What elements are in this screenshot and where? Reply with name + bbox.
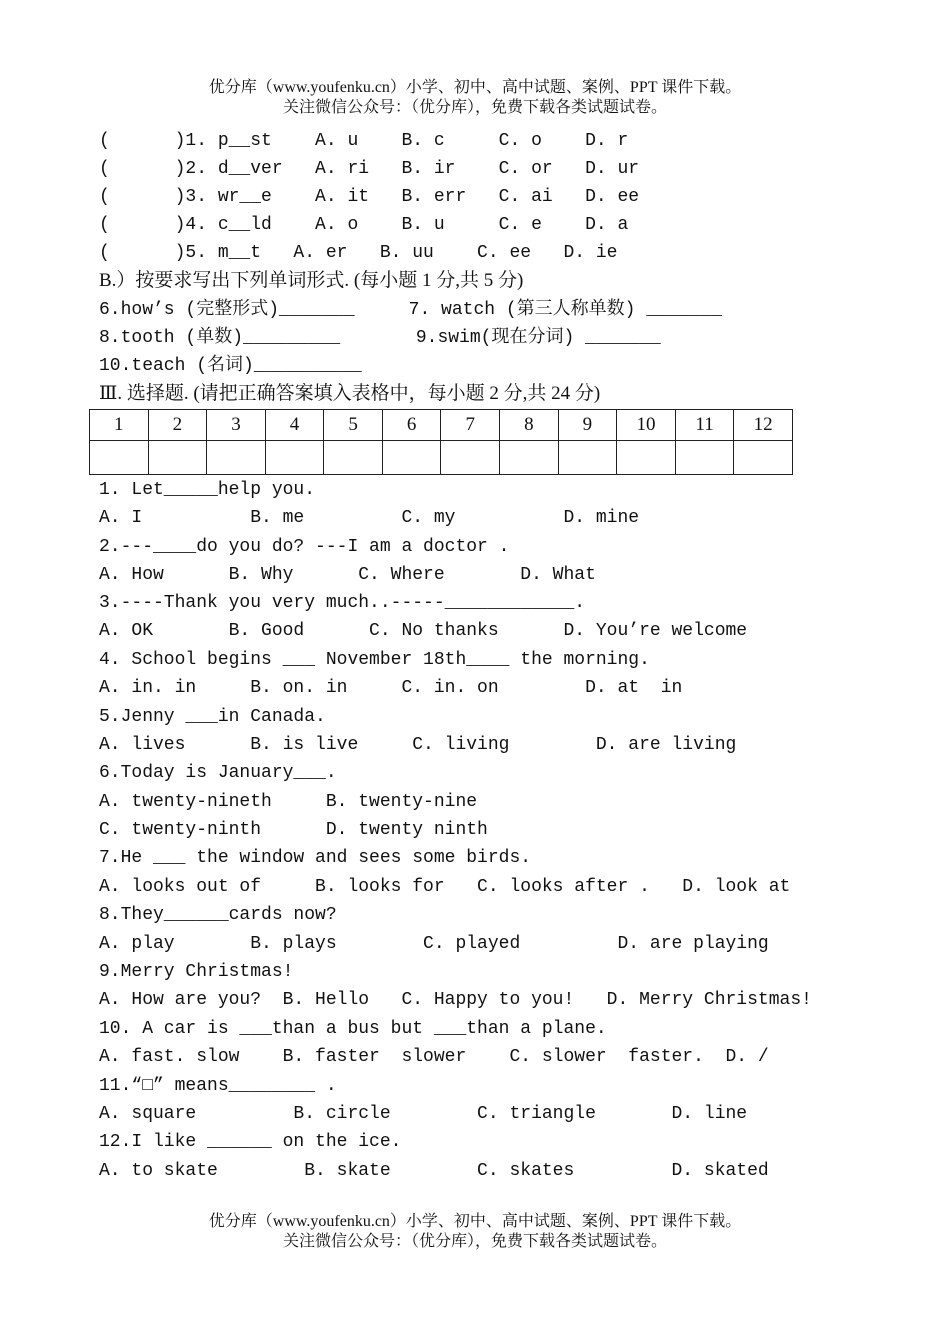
question-8-stem: 8.They______cards now? (99, 905, 337, 925)
question-7-options: A. looks out of B. looks for C. looks after . D. look at (99, 877, 791, 897)
question-1-stem: 1. Let_____help you. (99, 480, 316, 500)
question-6-stem: 6.Today is January___. (99, 763, 337, 783)
question-11-stem: 11.“□” means________ . (99, 1076, 337, 1096)
answer-number-cell: 6 (382, 410, 441, 441)
header-line-2: 关注微信公众号：（优分库），免费下载各类试题试卷。 (282, 99, 667, 116)
answer-blank-cell[interactable] (441, 441, 500, 475)
question-3-options: A. OK B. Good C. No thanks D. You’re welcome (99, 621, 748, 641)
answer-blank-cell[interactable] (324, 441, 383, 475)
header-line-1: 优分库（www.youfenku.cn）小学、初中、高中试题、案例、PPT 课件下载。 (208, 79, 742, 96)
answer-blank-cell[interactable] (617, 441, 676, 475)
answer-number-cell: 9 (558, 410, 617, 441)
answer-blank-cell[interactable] (148, 441, 207, 475)
answer-blank-cell[interactable] (265, 441, 324, 475)
answer-blank-cell[interactable] (675, 441, 734, 475)
answer-blank-cell[interactable] (558, 441, 617, 475)
answer-number-cell: 10 (617, 410, 676, 441)
question-4-options: A. in. in B. on. in C. in. on D. at in (99, 678, 683, 698)
question-2-stem: 2.---____do you do? ---I am a doctor . (99, 537, 510, 557)
question-4-stem: 4. School begins ___ November 18th____ the morning. (99, 650, 650, 670)
answer-number-cell: 1 (90, 410, 149, 441)
question-10-options: A. fast. slow B. faster slower C. slower faster. D. / (99, 1047, 769, 1067)
part-b-line-2: 8.tooth (单数)_________ 9.swim(现在分词) _______ (99, 328, 661, 348)
question-9-stem: 9.Merry Christmas! (99, 962, 294, 982)
answer-number-cell: 4 (265, 410, 324, 441)
question-11-options: A. square B. circle C. triangle D. line (99, 1104, 748, 1124)
part-a-question-2: ( )2. d__ver A. ri B. ir C. or D. ur (99, 159, 640, 179)
footer-line-1: 优分库（www.youfenku.cn）小学、初中、高中试题、案例、PPT 课件下载。 (208, 1213, 742, 1230)
answer-blank-cell[interactable] (500, 441, 559, 475)
question-3-stem: 3.----Thank you very much..-----____________. (99, 593, 586, 613)
answer-number-cell: 7 (441, 410, 500, 441)
answer-table-blank-row (90, 441, 793, 475)
question-12-options: A. to skate B. skate C. skates D. skated (99, 1161, 769, 1181)
answer-number-cell: 2 (148, 410, 207, 441)
question-8-options: A. play B. plays C. played D. are playing (99, 934, 769, 954)
part-a-question-4: ( )4. c__ld A. o B. u C. e D. a (99, 215, 629, 235)
answer-blank-cell[interactable] (207, 441, 266, 475)
question-9-options: A. How are you? B. Hello C. Happy to you! D. Merry Christmas! (99, 990, 812, 1010)
part-b-line-3: 10.teach (名词)__________ (99, 356, 362, 376)
question-6-options-2: C. twenty-ninth D. twenty ninth (99, 820, 488, 840)
question-5-stem: 5.Jenny ___in Canada. (99, 707, 326, 727)
answer-table (89, 409, 793, 475)
answer-number-cell: 8 (500, 410, 559, 441)
section-3-heading: Ⅲ. 选择题. (请把正确答案填入表格中，每小题 2 分,共 24 分) (99, 383, 601, 404)
question-6-options-1: A. twenty-nineth B. twenty-nine (99, 792, 478, 812)
question-7-stem: 7.He ___ the window and sees some birds. (99, 848, 532, 868)
footer-line-2: 关注微信公众号：（优分库），免费下载各类试题试卷。 (282, 1233, 667, 1250)
answer-number-cell: 11 (675, 410, 734, 441)
part-a-question-3: ( )3. wr__e A. it B. err C. ai D. ee (99, 187, 640, 207)
answer-blank-cell[interactable] (90, 441, 149, 475)
question-12-stem: 12.I like ______ on the ice. (99, 1132, 402, 1152)
question-1-options: A. I B. me C. my D. mine (99, 508, 640, 528)
answer-blank-cell[interactable] (734, 441, 793, 475)
answer-number-cell: 3 (207, 410, 266, 441)
answer-number-cell: 5 (324, 410, 383, 441)
question-10-stem: 10. A car is ___than a bus but ___than a plane. (99, 1019, 607, 1039)
part-b-line-1: 6.how’s (完整形式)_______ 7. watch (第三人称单数) _______ (99, 300, 722, 320)
answer-number-cell: 12 (734, 410, 793, 441)
part-a-question-1: ( )1. p__st A. u B. c C. o D. r (99, 131, 629, 151)
part-b-heading: B.）按要求写出下列单词形式. (每小题 1 分,共 5 分) (99, 270, 524, 291)
question-5-options: A. lives B. is live C. living D. are living (99, 735, 737, 755)
answer-table-number-row (90, 410, 793, 441)
part-a-question-5: ( )5. m__t A. er B. uu C. ee D. ie (99, 243, 618, 263)
question-2-options: A. How B. Why C. Where D. What (99, 565, 596, 585)
answer-blank-cell[interactable] (382, 441, 441, 475)
